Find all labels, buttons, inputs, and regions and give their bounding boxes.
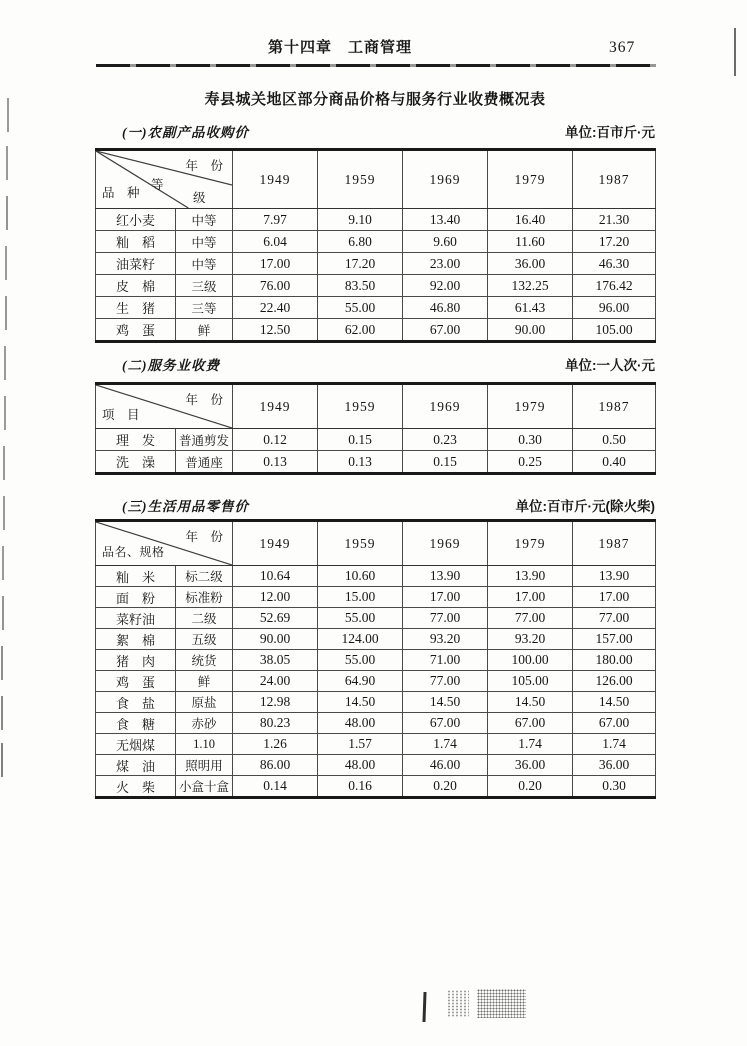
- table-row: [96, 776, 656, 798]
- price-value-cell: 1.26: [233, 734, 318, 755]
- table-row: [96, 429, 656, 451]
- price-value-cell: 6.04: [233, 231, 318, 253]
- price-value-cell: 36.00: [488, 755, 573, 776]
- price-value-cell: 1.74: [488, 734, 573, 755]
- price-value-cell: 0.20: [403, 776, 488, 798]
- item-name-cell: 鸡 蛋: [96, 671, 176, 692]
- price-value-cell: 93.20: [488, 629, 573, 650]
- year-column-header: 1979: [488, 384, 573, 429]
- price-value-cell: 17.00: [403, 587, 488, 608]
- item-grade-cell: 统货: [176, 650, 233, 671]
- corner-label-year: 年 份: [185, 530, 223, 544]
- price-value-cell: 55.00: [318, 297, 403, 319]
- chapter-header: 第十四章 工商管理: [267, 39, 412, 56]
- corner-label-grade: 等: [151, 178, 164, 192]
- corner-label-grade-2: 级: [193, 191, 206, 205]
- page-number: 367: [609, 39, 636, 56]
- year-column-header: 1949: [233, 384, 318, 429]
- section-1-heading: [95, 123, 655, 143]
- price-value-cell: 52.69: [233, 608, 318, 629]
- corner-label-item: 品名、规格: [102, 545, 165, 559]
- table-row: [96, 209, 656, 231]
- item-name-cell: 洗 澡: [96, 451, 176, 474]
- price-value-cell: 132.25: [488, 275, 573, 297]
- item-grade-cell: 中等: [176, 209, 233, 231]
- price-value-cell: 46.80: [403, 297, 488, 319]
- table-row: [96, 629, 656, 650]
- price-value-cell: 80.23: [233, 713, 318, 734]
- item-grade-cell: 三级: [176, 275, 233, 297]
- price-value-cell: 55.00: [318, 608, 403, 629]
- year-column-header: 1969: [403, 521, 488, 566]
- year-column-header: 1949: [233, 521, 318, 566]
- scan-artifact-bottom-bar: [422, 992, 426, 1022]
- price-value-cell: 96.00: [573, 297, 656, 319]
- table-row: [96, 253, 656, 275]
- price-value-cell: 0.15: [403, 451, 488, 474]
- price-value-cell: 0.40: [573, 451, 656, 474]
- price-value-cell: 1.57: [318, 734, 403, 755]
- section-3-heading: [95, 497, 655, 517]
- price-value-cell: 48.00: [318, 755, 403, 776]
- item-name-cell: 鸡 蛋: [96, 319, 176, 342]
- item-grade-cell: 小盒十盒: [176, 776, 233, 798]
- price-value-cell: 0.13: [318, 451, 403, 474]
- price-value-cell: 13.90: [573, 566, 656, 587]
- item-name-cell: 皮 棉: [96, 275, 176, 297]
- price-value-cell: 0.15: [318, 429, 403, 451]
- price-value-cell: 62.00: [318, 319, 403, 342]
- table-row: [96, 587, 656, 608]
- item-grade-cell: 原盐: [176, 692, 233, 713]
- price-value-cell: 17.20: [573, 231, 656, 253]
- price-value-cell: 38.05: [233, 650, 318, 671]
- table-row: [96, 692, 656, 713]
- price-value-cell: 92.00: [403, 275, 488, 297]
- price-value-cell: 67.00: [403, 319, 488, 342]
- item-grade-cell: 赤砂: [176, 713, 233, 734]
- price-value-cell: 14.50: [403, 692, 488, 713]
- price-value-cell: 14.50: [488, 692, 573, 713]
- price-value-cell: 0.13: [233, 451, 318, 474]
- table-row: [96, 451, 656, 474]
- scan-artifact-smudge: [447, 990, 469, 1017]
- price-value-cell: 7.97: [233, 209, 318, 231]
- price-value-cell: 124.00: [318, 629, 403, 650]
- price-value-cell: 0.20: [488, 776, 573, 798]
- year-column-header: 1987: [573, 150, 656, 209]
- item-name-cell: 火 柴: [96, 776, 176, 798]
- item-grade-cell: 普通剪发: [176, 429, 233, 451]
- corner-label-year: 年 份: [185, 159, 223, 173]
- diagonal-corner-header: [96, 384, 233, 429]
- item-name-cell: 油菜籽: [96, 253, 176, 275]
- price-value-cell: 36.00: [488, 253, 573, 275]
- price-value-cell: 46.00: [403, 755, 488, 776]
- price-value-cell: 11.60: [488, 231, 573, 253]
- price-value-cell: 0.23: [403, 429, 488, 451]
- price-value-cell: 46.30: [573, 253, 656, 275]
- price-value-cell: 0.30: [488, 429, 573, 451]
- table-row: [96, 650, 656, 671]
- price-value-cell: 90.00: [233, 629, 318, 650]
- item-name-cell: 籼 稻: [96, 231, 176, 253]
- item-name-cell: 絮 棉: [96, 629, 176, 650]
- item-name-cell: 红小麦: [96, 209, 176, 231]
- table-row: [96, 319, 656, 342]
- price-value-cell: 0.25: [488, 451, 573, 474]
- item-name-cell: 理 发: [96, 429, 176, 451]
- item-name-cell: 面 粉: [96, 587, 176, 608]
- section-1-unit: 单位:百市斤·元: [565, 125, 655, 140]
- item-grade-cell: 中等: [176, 231, 233, 253]
- year-column-header: 1979: [488, 521, 573, 566]
- page-title: 寿县城关地区部分商品价格与服务行业收费概况表: [204, 91, 546, 108]
- table-row: [96, 231, 656, 253]
- section-3-title: (三)生活用品零售价: [122, 499, 249, 514]
- item-name-cell: 猪 肉: [96, 650, 176, 671]
- table-row: [96, 734, 656, 755]
- price-value-cell: 0.12: [233, 429, 318, 451]
- price-value-cell: 12.00: [233, 587, 318, 608]
- price-value-cell: 0.30: [573, 776, 656, 798]
- price-value-cell: 6.80: [318, 231, 403, 253]
- year-column-header: 1959: [318, 150, 403, 209]
- table-row: [96, 275, 656, 297]
- price-value-cell: 55.00: [318, 650, 403, 671]
- price-value-cell: 17.20: [318, 253, 403, 275]
- table-row: [96, 566, 656, 587]
- scan-artifact-left-margin: [7, 98, 9, 132]
- price-value-cell: 12.50: [233, 319, 318, 342]
- price-value-cell: 83.50: [318, 275, 403, 297]
- section-3-unit: 单位:百市斤·元(除火柴): [515, 499, 655, 514]
- year-column-header: 1969: [403, 384, 488, 429]
- price-value-cell: 1.74: [403, 734, 488, 755]
- price-value-cell: 67.00: [573, 713, 656, 734]
- price-value-cell: 9.60: [403, 231, 488, 253]
- price-value-cell: 24.00: [233, 671, 318, 692]
- price-value-cell: 0.50: [573, 429, 656, 451]
- table-daily-goods-retail-prices: [95, 519, 656, 799]
- item-grade-cell: 普通座: [176, 451, 233, 474]
- table-row: [96, 713, 656, 734]
- price-value-cell: 126.00: [573, 671, 656, 692]
- year-column-header: 1987: [573, 521, 656, 566]
- price-value-cell: 105.00: [573, 319, 656, 342]
- section-1-title: (一)农副产品收购价: [122, 125, 249, 140]
- item-name-cell: 食 盐: [96, 692, 176, 713]
- price-value-cell: 77.00: [573, 608, 656, 629]
- item-grade-cell: 1.10: [176, 734, 233, 755]
- price-value-cell: 71.00: [403, 650, 488, 671]
- table-farm-purchase-prices: [95, 148, 656, 343]
- price-value-cell: 64.90: [318, 671, 403, 692]
- price-value-cell: 12.98: [233, 692, 318, 713]
- item-name-cell: 煤 油: [96, 755, 176, 776]
- price-value-cell: 17.00: [233, 253, 318, 275]
- price-value-cell: 0.14: [233, 776, 318, 798]
- price-value-cell: 180.00: [573, 650, 656, 671]
- table-row: [96, 297, 656, 319]
- year-column-header: 1959: [318, 521, 403, 566]
- item-grade-cell: 标准粉: [176, 587, 233, 608]
- price-value-cell: 86.00: [233, 755, 318, 776]
- price-value-cell: 36.00: [573, 755, 656, 776]
- corner-label-item: 品 种: [102, 186, 140, 200]
- table-row: [96, 671, 656, 692]
- table-row: [96, 755, 656, 776]
- item-grade-cell: 五级: [176, 629, 233, 650]
- price-value-cell: 15.00: [318, 587, 403, 608]
- scan-artifact-right-edge: [734, 28, 736, 76]
- price-value-cell: 77.00: [403, 608, 488, 629]
- section-2-unit: 单位:一人次·元: [565, 358, 655, 373]
- item-grade-cell: 照明用: [176, 755, 233, 776]
- item-name-cell: 食 糖: [96, 713, 176, 734]
- price-value-cell: 17.00: [488, 587, 573, 608]
- price-value-cell: 13.90: [403, 566, 488, 587]
- year-column-header: 1959: [318, 384, 403, 429]
- item-grade-cell: 中等: [176, 253, 233, 275]
- price-value-cell: 67.00: [403, 713, 488, 734]
- price-value-cell: 93.20: [403, 629, 488, 650]
- year-column-header: 1979: [488, 150, 573, 209]
- year-column-header: 1987: [573, 384, 656, 429]
- price-value-cell: 61.43: [488, 297, 573, 319]
- scan-artifact-smudge: [477, 989, 526, 1018]
- item-grade-cell: 鲜: [176, 671, 233, 692]
- year-column-header: 1969: [403, 150, 488, 209]
- item-name-cell: 菜籽油: [96, 608, 176, 629]
- price-value-cell: 13.90: [488, 566, 573, 587]
- item-name-cell: 无烟煤: [96, 734, 176, 755]
- section-2-title: (二)服务业收费: [122, 358, 220, 373]
- price-value-cell: 10.60: [318, 566, 403, 587]
- price-value-cell: 100.00: [488, 650, 573, 671]
- corner-label-item: 项 目: [102, 408, 140, 422]
- price-value-cell: 22.40: [233, 297, 318, 319]
- diagonal-corner-header: [96, 150, 233, 209]
- price-value-cell: 90.00: [488, 319, 573, 342]
- header-rule: [96, 64, 656, 67]
- price-value-cell: 13.40: [403, 209, 488, 231]
- price-value-cell: 1.74: [573, 734, 656, 755]
- price-value-cell: 176.42: [573, 275, 656, 297]
- year-column-header: 1949: [233, 150, 318, 209]
- price-value-cell: 10.64: [233, 566, 318, 587]
- item-grade-cell: 三等: [176, 297, 233, 319]
- item-grade-cell: 二级: [176, 608, 233, 629]
- price-value-cell: 0.16: [318, 776, 403, 798]
- price-value-cell: 16.40: [488, 209, 573, 231]
- price-value-cell: 48.00: [318, 713, 403, 734]
- item-name-cell: 生 猪: [96, 297, 176, 319]
- price-value-cell: 14.50: [318, 692, 403, 713]
- diagonal-corner-header: [96, 521, 233, 566]
- price-value-cell: 76.00: [233, 275, 318, 297]
- item-grade-cell: 标二级: [176, 566, 233, 587]
- price-value-cell: 157.00: [573, 629, 656, 650]
- price-value-cell: 23.00: [403, 253, 488, 275]
- corner-label-year: 年 份: [185, 393, 223, 407]
- price-value-cell: 14.50: [573, 692, 656, 713]
- price-value-cell: 77.00: [403, 671, 488, 692]
- price-value-cell: 77.00: [488, 608, 573, 629]
- item-name-cell: 籼 米: [96, 566, 176, 587]
- price-value-cell: 21.30: [573, 209, 656, 231]
- price-value-cell: 9.10: [318, 209, 403, 231]
- table-row: [96, 608, 656, 629]
- table-service-fees: [95, 382, 656, 475]
- section-2-heading: [95, 356, 655, 376]
- item-grade-cell: 鲜: [176, 319, 233, 342]
- price-value-cell: 17.00: [573, 587, 656, 608]
- price-value-cell: 67.00: [488, 713, 573, 734]
- price-value-cell: 105.00: [488, 671, 573, 692]
